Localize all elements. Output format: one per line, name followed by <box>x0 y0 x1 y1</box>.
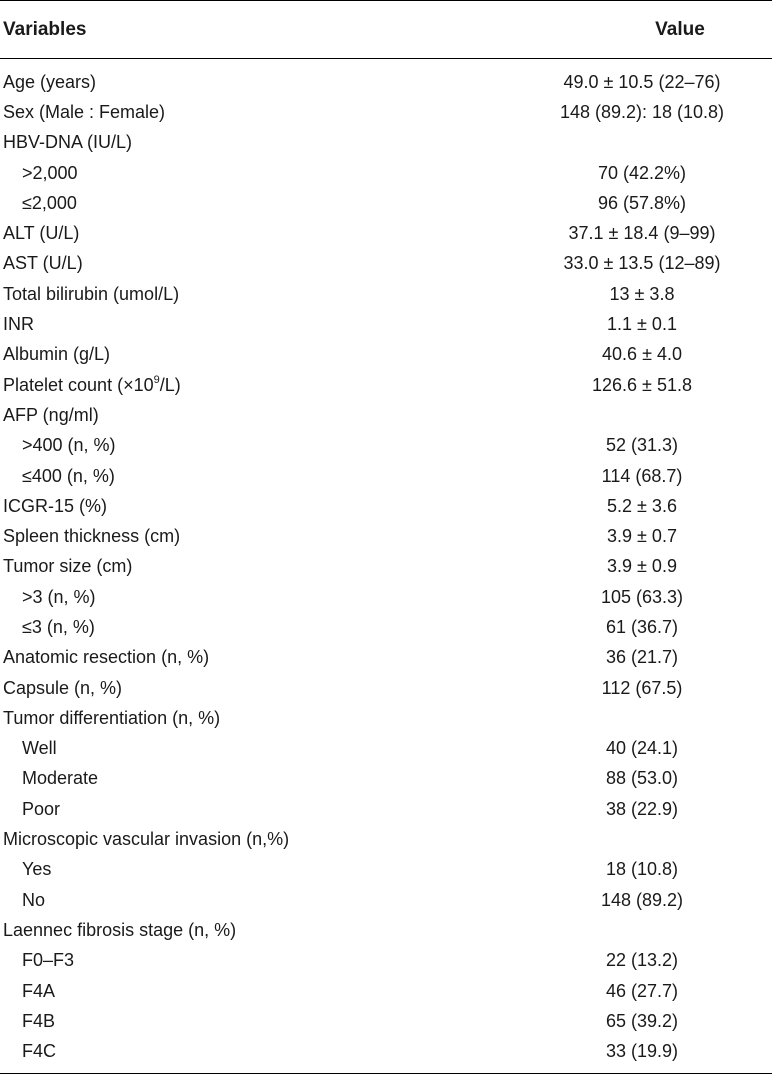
row-label <box>0 72 452 93</box>
row-label <box>0 768 452 789</box>
row-value: 148 (89.2): 18 (10.8) <box>559 101 725 122</box>
row-label-text: Sex (Male : Female) <box>3 101 166 122</box>
row-value: 18 (10.8) <box>605 859 679 880</box>
header-variables: Variables <box>3 18 87 40</box>
row-label <box>0 223 452 244</box>
row-label <box>0 738 452 759</box>
row-label <box>0 435 452 456</box>
table-row <box>0 855 772 885</box>
row-value: 70 (42.2%) <box>597 162 687 183</box>
table-row <box>0 582 772 612</box>
row-value: 52 (31.3) <box>605 435 679 456</box>
row-label-text: Microscopic vascular invasion (n,%) <box>3 829 290 850</box>
row-label <box>0 556 452 577</box>
row-label <box>0 647 452 668</box>
row-value: 65 (39.2) <box>605 1010 679 1031</box>
row-label <box>0 526 452 547</box>
row-label-text: F4C <box>22 1041 57 1062</box>
row-label <box>0 132 452 153</box>
row-value: 112 (67.5) <box>601 677 683 698</box>
row-label-text: AFP (ng/ml) <box>3 404 99 425</box>
row-value: 33 (19.9) <box>605 1041 679 1062</box>
row-value: 3.9 ± 0.7 <box>607 526 677 547</box>
table-row <box>0 764 772 794</box>
row-label <box>0 859 452 880</box>
row-value: 3.9 ± 0.9 <box>607 556 677 577</box>
row-label-text: Tumor differentiation (n, %) <box>3 707 221 728</box>
row-label-text: F0–F3 <box>22 950 75 971</box>
table-row <box>0 97 772 127</box>
header-value: Value <box>655 18 705 40</box>
table-row <box>0 370 772 400</box>
row-label <box>0 678 452 699</box>
table-row <box>0 188 772 218</box>
row-label-text: Total bilirubin (umol/L) <box>3 283 180 304</box>
row-label-text: ≤400 (n, %) <box>22 465 115 486</box>
row-label-text: AST (U/L) <box>3 253 83 274</box>
row-label <box>0 829 452 850</box>
row-value: 40.6 ± 4.0 <box>602 344 682 365</box>
row-label <box>0 617 452 638</box>
row-label <box>0 950 452 971</box>
row-label-text: F4A <box>22 980 56 1001</box>
row-label-suffix: /L) <box>159 374 181 395</box>
row-value: 22 (13.2) <box>605 950 679 971</box>
table-row <box>0 1006 772 1036</box>
table-row <box>0 521 772 551</box>
table-row <box>0 431 772 461</box>
row-label-text: >400 (n, %) <box>22 435 116 456</box>
table-row <box>0 491 772 521</box>
table-row <box>0 703 772 733</box>
row-label-text: Moderate <box>22 768 99 789</box>
table-row <box>0 946 772 976</box>
table-row <box>0 794 772 824</box>
row-label <box>0 920 452 941</box>
row-label-text: INR <box>3 314 34 335</box>
row-value: 38 (22.9) <box>605 798 679 819</box>
row-label-text: F4B <box>22 1010 56 1031</box>
table-row <box>0 915 772 945</box>
row-label-text: Age (years) <box>3 71 97 92</box>
row-label <box>0 1041 452 1062</box>
row-value: 114 (68.7) <box>601 465 683 486</box>
row-label-text: Platelet count (×10 <box>3 374 154 395</box>
row-label <box>0 314 452 335</box>
table-row <box>0 400 772 430</box>
row-label <box>0 587 452 608</box>
table-row <box>0 158 772 188</box>
table-row <box>0 309 772 339</box>
row-label-text: ALT (U/L) <box>3 223 80 244</box>
row-value: 148 (89.2) <box>600 889 684 910</box>
table-row <box>0 279 772 309</box>
table-body <box>0 59 772 1073</box>
row-label <box>0 799 452 820</box>
table-row <box>0 249 772 279</box>
row-value: 88 (53.0) <box>605 768 679 789</box>
row-label-text: Albumin (g/L) <box>3 344 111 365</box>
row-label-text: Anatomic resection (n, %) <box>3 647 210 668</box>
row-label <box>0 253 452 274</box>
row-value: 33.0 ± 13.5 (12–89) <box>563 253 721 274</box>
row-label <box>0 344 452 365</box>
table-row <box>0 976 772 1006</box>
row-value: 96 (57.8%) <box>597 192 687 213</box>
table-row <box>0 824 772 854</box>
row-value: 126.6 ± 51.8 <box>592 374 692 395</box>
row-label-text: ≤3 (n, %) <box>22 616 95 637</box>
row-label <box>0 284 452 305</box>
row-value: 13 ± 3.8 <box>609 283 675 304</box>
row-label-text: >2,000 <box>22 162 78 183</box>
row-value: 36 (21.7) <box>605 647 679 668</box>
table-row <box>0 218 772 248</box>
row-value: 49.0 ± 10.5 (22–76) <box>563 71 721 92</box>
row-value: 37.1 ± 18.4 (9–99) <box>568 223 716 244</box>
row-label-text: Tumor size (cm) <box>3 556 133 577</box>
row-label <box>0 981 452 1002</box>
table-row <box>0 461 772 491</box>
table-row <box>0 67 772 97</box>
row-label <box>0 466 452 487</box>
table-row <box>0 643 772 673</box>
row-label-text: Capsule (n, %) <box>3 677 123 698</box>
table-row <box>0 1037 772 1067</box>
row-label <box>0 496 452 517</box>
row-label <box>0 1011 452 1032</box>
row-label <box>0 405 452 426</box>
row-label-text: ≤2,000 <box>22 192 77 213</box>
table-row <box>0 734 772 764</box>
table-row <box>0 612 772 642</box>
row-label <box>0 163 452 184</box>
row-label-text: Poor <box>22 798 61 819</box>
row-label-text: Laennec fibrosis stage (n, %) <box>3 919 237 940</box>
table-row <box>0 340 772 370</box>
row-label-text: >3 (n, %) <box>22 586 96 607</box>
row-label-superscript: 9 <box>153 373 160 386</box>
row-label-text: Spleen thickness (cm) <box>3 526 181 547</box>
table-row <box>0 552 772 582</box>
row-value: 61 (36.7) <box>605 616 679 637</box>
row-value: 40 (24.1) <box>605 738 679 759</box>
table-row <box>0 673 772 703</box>
table-row <box>0 885 772 915</box>
row-label-text: ICGR-15 (%) <box>3 495 108 516</box>
row-label <box>0 375 452 396</box>
row-label-text: HBV-DNA (IU/L) <box>3 132 133 153</box>
row-label <box>0 708 452 729</box>
row-value: 5.2 ± 3.6 <box>607 495 677 516</box>
row-label-text: Well <box>22 738 57 759</box>
row-label <box>0 102 452 123</box>
row-label <box>0 193 452 214</box>
row-value: 105 (63.3) <box>600 586 684 607</box>
row-value: 1.1 ± 0.1 <box>607 314 677 335</box>
table-header <box>0 1 772 58</box>
table-row <box>0 128 772 158</box>
row-value: 46 (27.7) <box>605 980 679 1001</box>
row-label-text: Yes <box>22 859 52 880</box>
row-label <box>0 890 452 911</box>
row-label-text: No <box>22 889 46 910</box>
